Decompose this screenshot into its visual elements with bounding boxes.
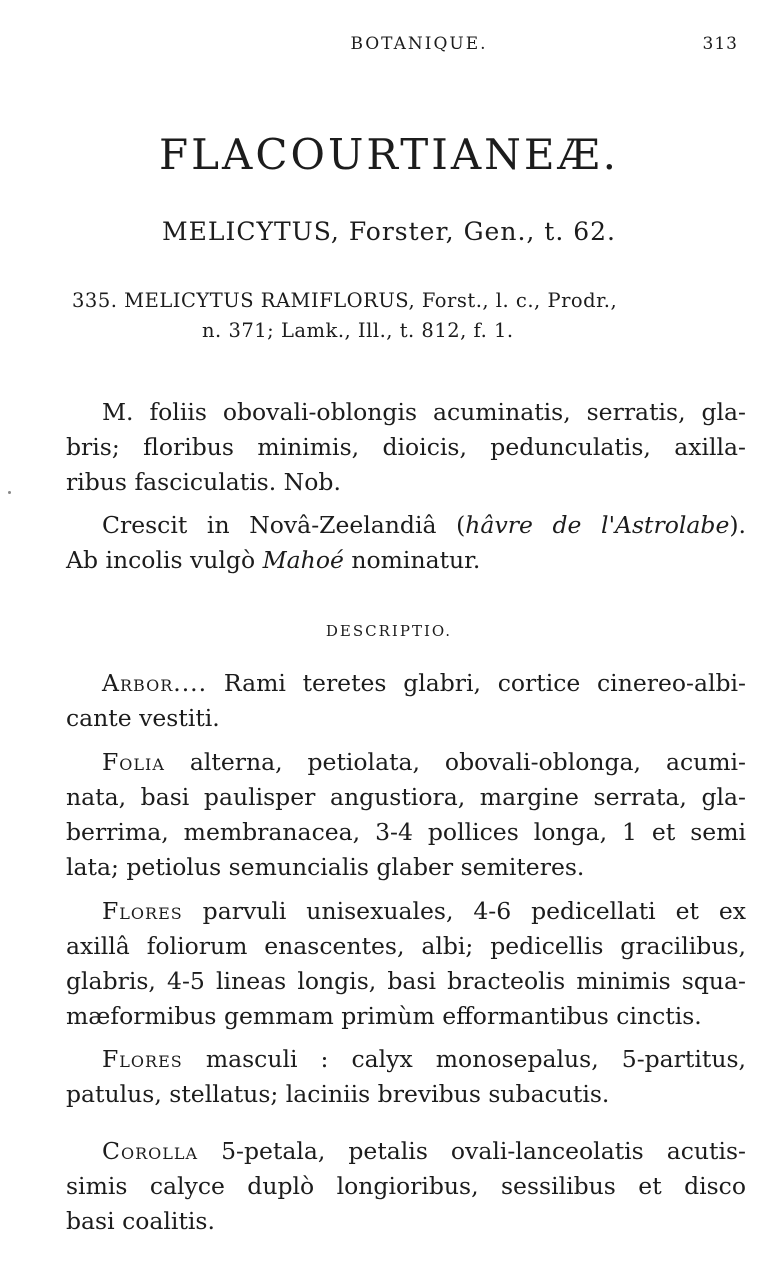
- flores-paragraph: Flores parvuli unisexuales, 4-6 pedicellati et ex axillâ foliorum enascentes, albi; pedicellis gracilibus, glabris, 4-5 lineas longis, basi bracteolis minimis squa- mæformibus gemmam primùm efformantibus cinctis.: [66, 897, 746, 1030]
- family-heading: FLACOURTIANEÆ.: [159, 130, 619, 179]
- vernacular-line: Ab incolis vulgò Mahoé nominatur.: [66, 546, 481, 574]
- arbor-paragraph: Arbor.... Rami teretes glabri, cortice cinereo-albi- cante vestiti.: [66, 669, 746, 732]
- description-heading: DESCRIPTIO.: [325, 622, 453, 640]
- arbor-label: Arbor....: [102, 669, 208, 697]
- corolla-label: Corolla: [102, 1137, 199, 1165]
- flores-masculi-label: Flores: [102, 1045, 183, 1073]
- genus-heading: MELICYTUS, Forster, Gen., t. 62.: [162, 217, 616, 246]
- folia-label: Folia: [102, 748, 165, 776]
- diagnosis-line: M. foliis obovali-oblongis acuminatis, serratis, gla-: [102, 398, 746, 426]
- flores-label: Flores: [102, 897, 183, 925]
- species-reference-line-2: n. 371; Lamk., Ill., t. 812, f. 1.: [202, 319, 514, 342]
- flores-masculi-paragraph: Flores masculi : calyx monosepalus, 5-partitus, patulus, stellatus; laciniis brevibus subacutis.: [66, 1045, 746, 1108]
- diagnosis-line: ribus fasciculatis. Nob.: [66, 468, 341, 496]
- habitat-paragraph: [66, 508, 746, 578]
- folia-paragraph: Folia alterna, petiolata, obovali-oblonga, acumi- nata, basi paulisper angustiora, margine serrata, gla- berrima, membranacea, 3-4 pollices longa, 1 et semi lata; petiolus semuncialis glaber semiteres.: [66, 748, 746, 881]
- diagnosis-paragraph: [66, 395, 746, 500]
- diagnosis-line: bris; floribus minimis, dioicis, pedunculatis, axilla-: [66, 433, 746, 461]
- habitat-place: hâvre de l'Astrolabe: [465, 511, 730, 539]
- species-reference: [72, 286, 742, 346]
- running-title: BOTANIQUE.: [350, 34, 488, 54]
- running-head: [60, 34, 738, 58]
- margin-speck: [8, 491, 11, 494]
- habitat-line: Crescit in Novâ-Zeelandiâ (hâvre de l'Astrolabe).: [102, 511, 746, 539]
- corolla-paragraph: Corolla 5-petala, petalis ovali-lanceolatis acutis- simis calyce duplò longioribus, sessilibus et disco basi coalitis.: [66, 1137, 746, 1235]
- page-number: 313: [702, 34, 738, 54]
- species-reference-line-1: 335. MELICYTUS RAMIFLORUS, Forst., l. c., Prodr.,: [72, 289, 618, 312]
- vernacular-name: Mahoé: [262, 546, 344, 574]
